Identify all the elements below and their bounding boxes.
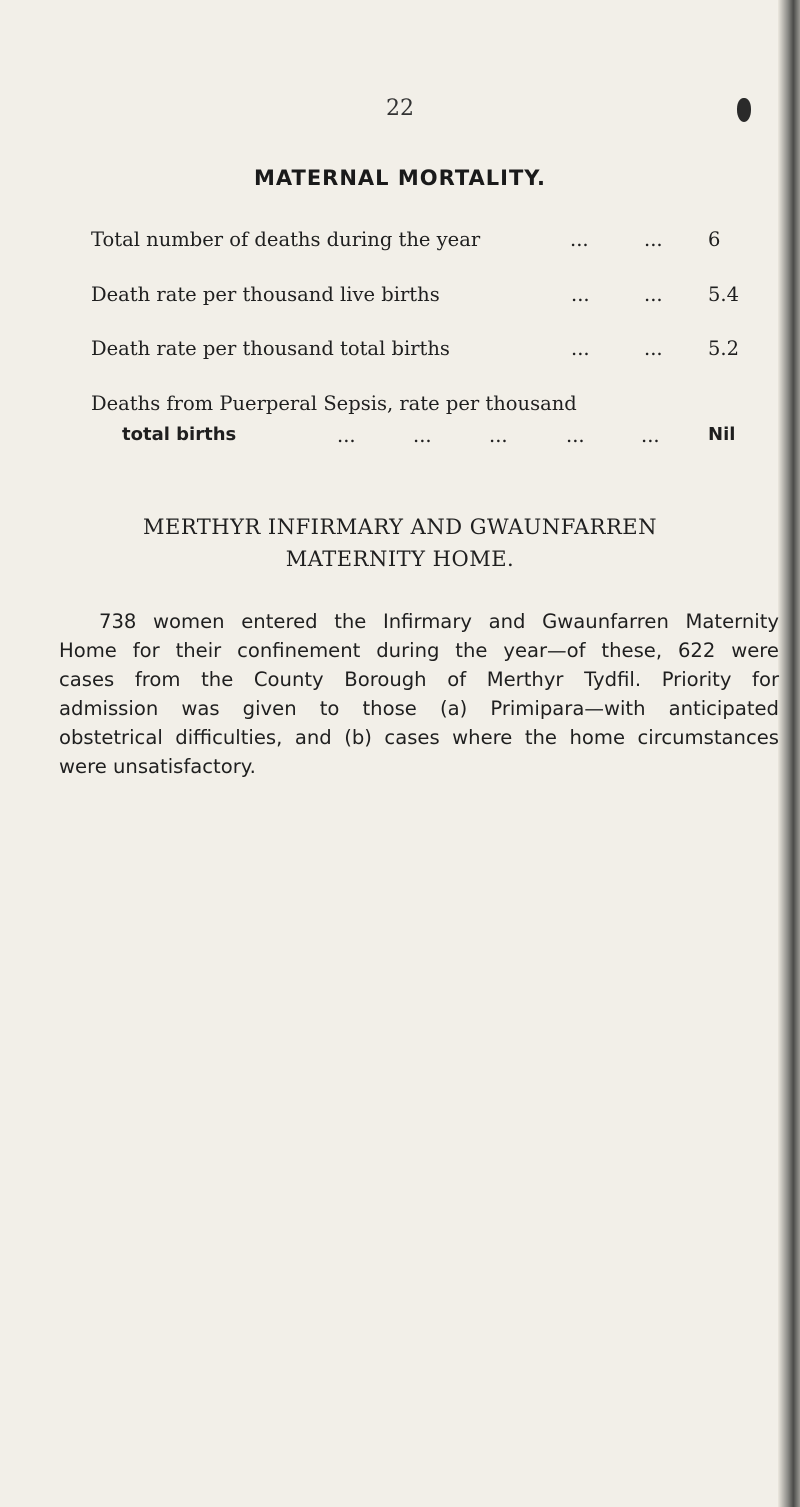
subheading-line2: MATERNITY HOME. bbox=[285, 547, 515, 571]
stat-value: 5.4 bbox=[708, 283, 740, 306]
leader-dots: ... bbox=[489, 424, 508, 447]
stat-label: total births bbox=[122, 424, 237, 445]
stat-label: Death rate per thousand total births bbox=[91, 337, 450, 360]
leader-dots: ... bbox=[571, 337, 590, 360]
stat-value: 6 bbox=[708, 228, 721, 251]
ink-smudge-icon bbox=[737, 98, 751, 122]
stat-label: Total number of deaths during the year bbox=[91, 228, 481, 251]
leader-dots: ... bbox=[570, 228, 589, 251]
leader-dots: ... bbox=[566, 424, 585, 447]
paragraph-line: obstetrical difficulties, and (b) cases where the home circumstances bbox=[59, 726, 779, 749]
paragraph-line: 738 women entered the Infirmary and Gwaunfarren Maternity bbox=[99, 610, 779, 633]
leader-dots: ... bbox=[571, 283, 590, 306]
section-title-maternal-mortality: MATERNAL MORTALITY. bbox=[253, 166, 547, 190]
paragraph-merthyr-maternity bbox=[59, 607, 779, 781]
paragraph-line: cases from the County Borough of Merthyr Tydfil. Priority for bbox=[59, 668, 779, 691]
stat-label: Deaths from Puerperal Sepsis, rate per thousand bbox=[91, 392, 577, 415]
paragraph-line: admission was given to those (a) Primipara—with anticipated bbox=[59, 697, 779, 720]
page-number: 22 bbox=[386, 96, 414, 121]
stat-value: Nil bbox=[708, 424, 736, 445]
leader-dots: ... bbox=[337, 424, 356, 447]
stat-value: 5.2 bbox=[708, 337, 740, 360]
subheading-line1: MERTHYR INFIRMARY AND GWAUNFARREN bbox=[142, 515, 657, 539]
paragraph-line: were unsatisfactory. bbox=[59, 755, 256, 778]
paragraph-line: Home for their confinement during the year—of these, 622 were bbox=[59, 639, 779, 662]
leader-dots: ... bbox=[644, 228, 663, 251]
leader-dots: ... bbox=[644, 337, 663, 360]
page-edge-shadow bbox=[778, 0, 800, 1507]
leader-dots: ... bbox=[641, 424, 660, 447]
leader-dots: ... bbox=[644, 283, 663, 306]
stat-label: Death rate per thousand live births bbox=[91, 283, 440, 306]
leader-dots: ... bbox=[413, 424, 432, 447]
